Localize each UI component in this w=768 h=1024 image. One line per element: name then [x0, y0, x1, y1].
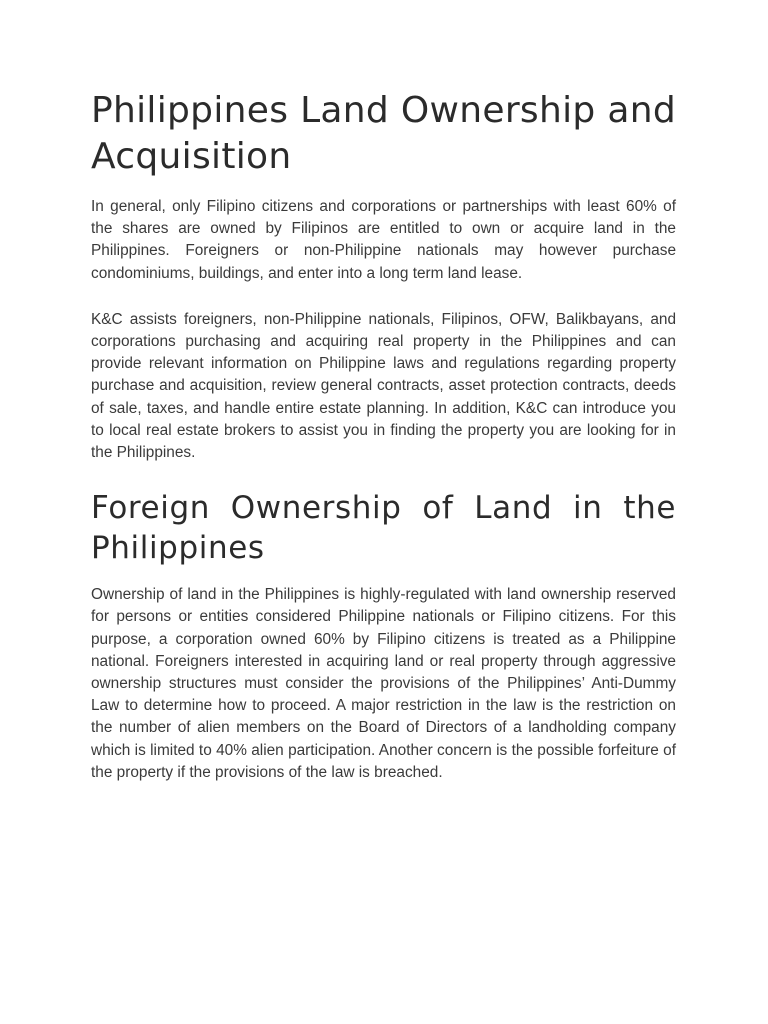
- page-title: Philippines Land Ownership and Acquisition: [91, 90, 676, 177]
- section-heading: Foreign Ownership of Land in the Philippines: [91, 490, 676, 567]
- services-paragraph: K&C assists foreigners, non-Philippine nationals, Filipinos, OFW, Balikbayans, and corporations purchasing and acquiring real property in the Philippines and can provide relevant information on Philippine laws and regulations regarding property purchase and acquisition, review general contracts, asset protection contracts, deeds of sale, taxes, and handle entire estate planning. In addition, K&C can introduce you to local real estate brokers to assist you in finding the property you are looking for in the Philippines.: [91, 310, 676, 462]
- section-paragraph: Ownership of land in the Philippines is highly-regulated with land ownership reserved for persons or entities considered Philippine nationals or Filipino citizens. For this purpose, a corporation owned 60% by Filipino citizens is treated as a Philippine national. Foreigners interested in acquiring land or real property through aggressive ownership structures must consider the provisions of the Philippines’ Anti-Dummy Law to determine how to proceed. A major restriction in the law is the restriction on the number of alien members on the Board of Directors of a landholding company which is limited to 40% alien participation. Another concern is the possible forfeiture of the property if the provisions of the law is breached.: [91, 586, 676, 781]
- intro-paragraph: In general, only Filipino citizens and corporations or partnerships with least 60% of the shares are owned by Filipinos are entitled to own or acquire land in the Philippines. Foreigners or non-Philippine nationals may however purchase condominiums, buildings, and enter into a long term land lease.: [91, 198, 676, 282]
- document-page: [91, 88, 676, 784]
